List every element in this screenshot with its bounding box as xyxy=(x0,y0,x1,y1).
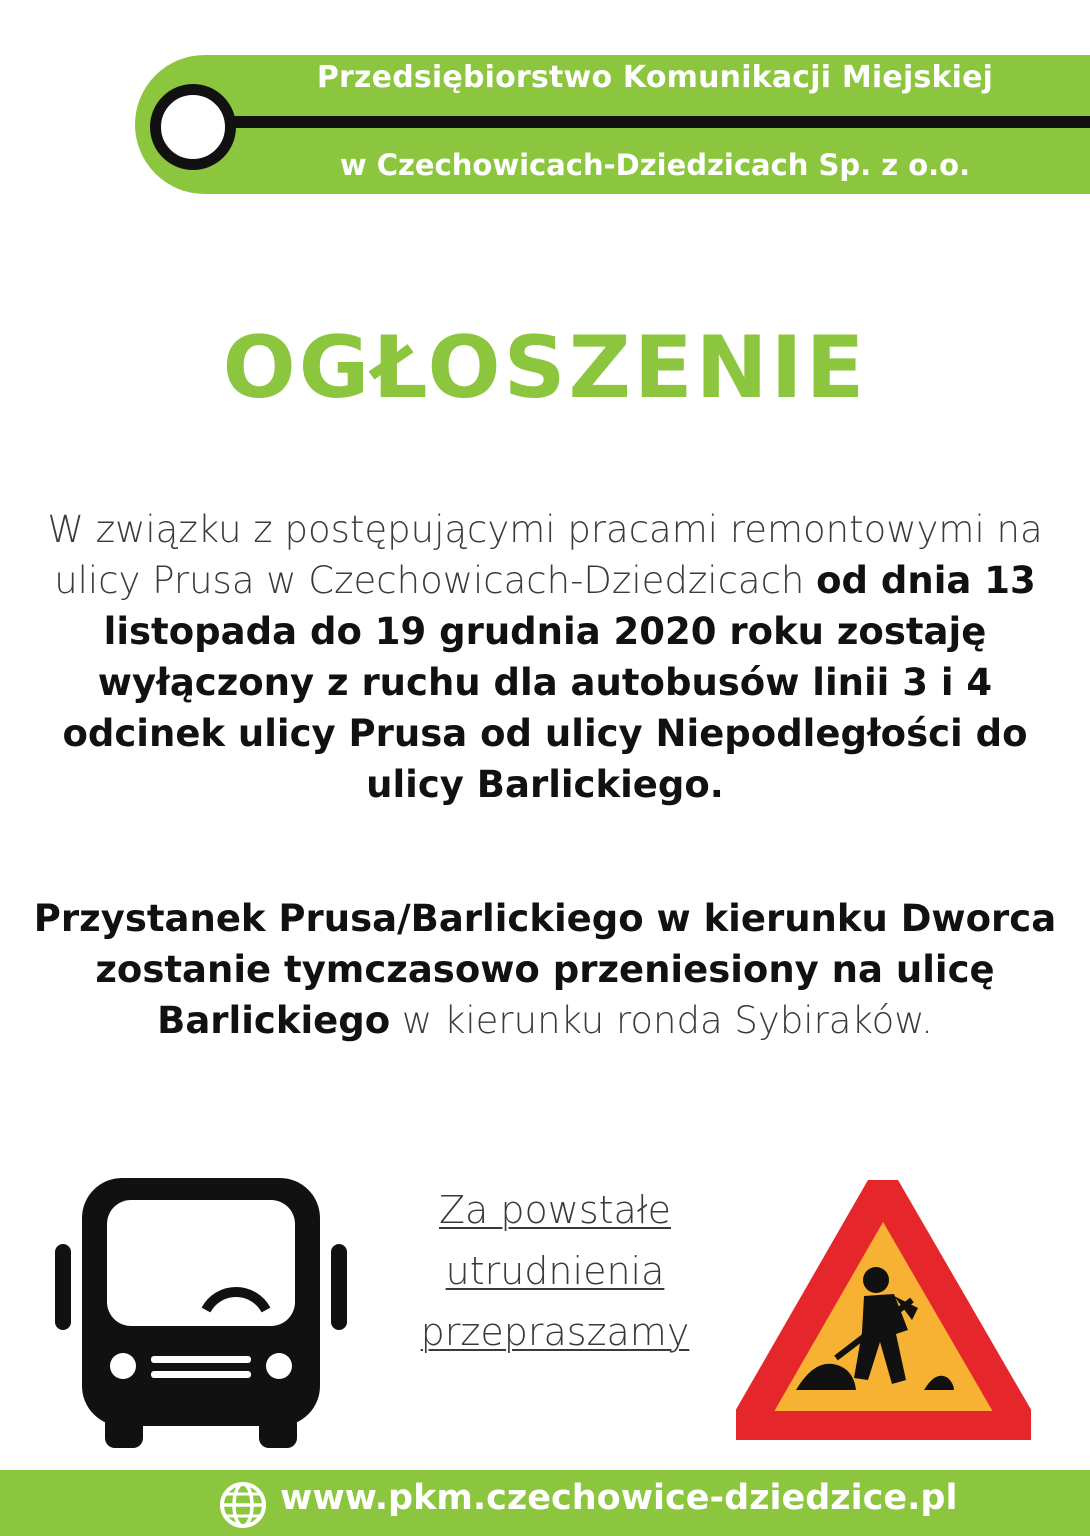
roadworks-sign-icon xyxy=(736,1180,1031,1440)
announcement-title: OGŁOSZENIE xyxy=(222,318,868,418)
apology-message xyxy=(385,1180,725,1363)
transit-line-graphic xyxy=(192,116,1090,128)
bus-icon xyxy=(55,1178,347,1448)
paragraph-1-details: od dnia 13 listopada do 19 grudnia 2020 roku zostaję wyłączony z ruchu dla autobusów linii 3 i 4 odcinek ulicy Prusa od ulicy Niepodległości do ulicy Barlickiego. xyxy=(62,559,1036,806)
announcement-paragraph-1 xyxy=(20,504,1070,810)
transit-stop-icon xyxy=(150,84,236,170)
paragraph-2-stop-info: Przystanek Prusa/Barlickiego w kierunku Dworca zostanie tymczasowo przeniesiony na ulicę Barlickiego xyxy=(33,897,1057,1042)
announcement-paragraph-2 xyxy=(20,893,1070,1046)
paragraph-1-intro: W związku z postępującymi pracami remontowymi na ulicy Prusa w Czechowicach-Dziedzicach xyxy=(47,508,1043,602)
company-name-line2: w Czechowicach-Dziedzicach Sp. z o.o. xyxy=(339,148,971,182)
apology-line-1: Za powstałe xyxy=(438,1188,671,1232)
company-name-line1: Przedsiębiorstwo Komunikacji Miejskiej xyxy=(316,60,994,95)
website-link[interactable]: www.pkm.czechowice-dziedzice.pl xyxy=(280,1478,958,1518)
globe-icon xyxy=(218,1480,268,1530)
paragraph-2-direction: w kierunku ronda Sybiraków. xyxy=(390,999,933,1042)
apology-line-2: utrudnienia xyxy=(445,1249,665,1293)
apology-line-3: przepraszamy xyxy=(420,1310,690,1354)
